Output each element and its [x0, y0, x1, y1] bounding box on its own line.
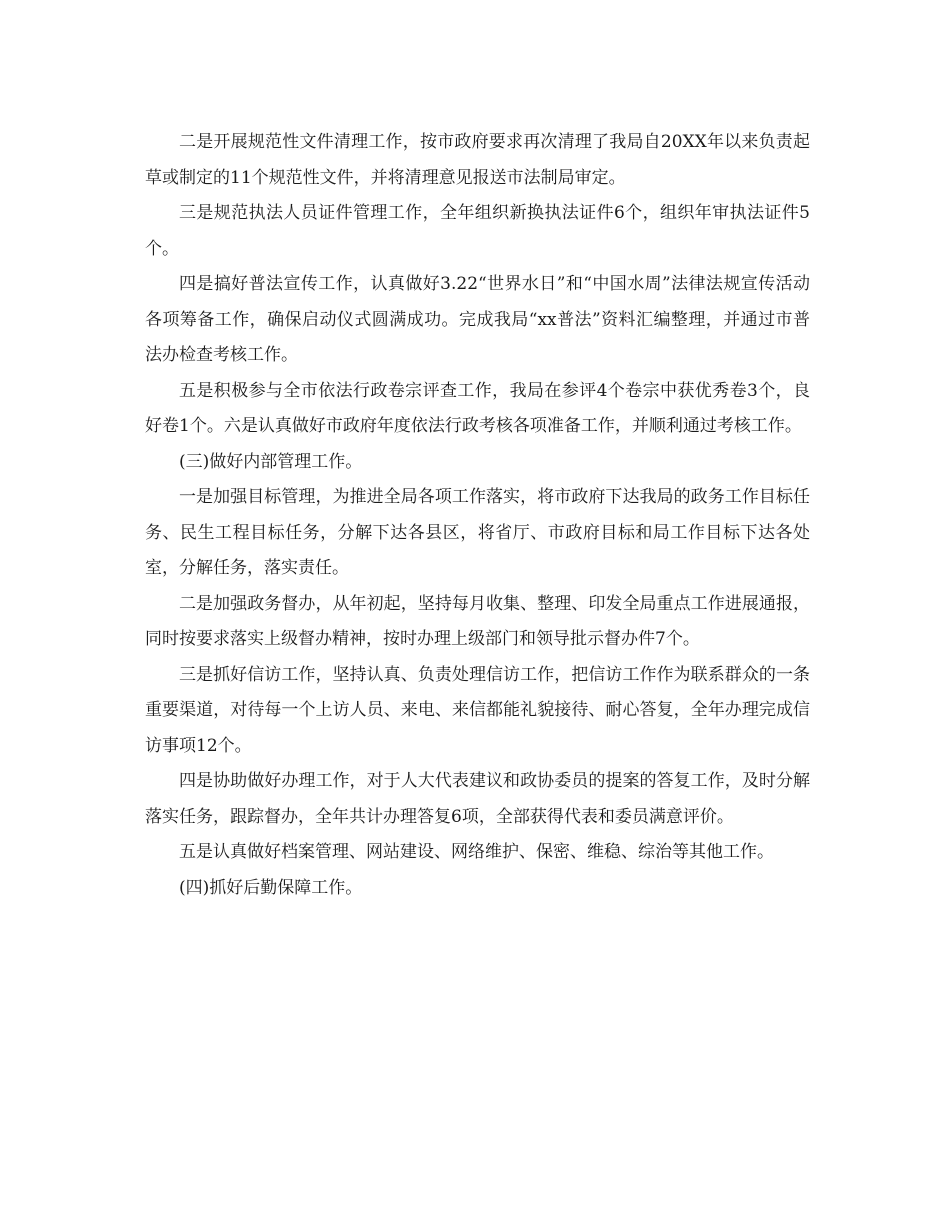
paragraph: 五是认真做好档案管理、网站建设、网络维护、保密、维稳、综治等其他工作。 [179, 842, 774, 862]
document-page [145, 125, 810, 906]
paragraph: 一是加强目标管理，为推进全局各项工作落实，将市政府下达我局的政务工作目标任务、民生工程目标任务，分解下达各县区，将省厅、市政府目标和局工作目标下达各处室，分解任务，落实责任。 [145, 487, 810, 578]
paragraph: 五是积极参与全市依法行政卷宗评查工作，我局在参评4个卷宗中获优秀卷3个，良好卷1个。六是认真做好市政府年度依法行政考核各项准备工作，并顺利通过考核工作。 [145, 380, 810, 436]
paragraph: 四是搞好普法宣传工作，认真做好3.22“世界水日”和“中国水周”法律法规宣传活动各项筹备工作，确保启动仪式圆满成功。完成我局“xx普法”资料汇编整理，并通过市普法办检查考核工作。 [145, 274, 810, 365]
section-heading: (四)抓好后勤保障工作。 [179, 877, 363, 898]
paragraph: 四是协助做好办理工作，对于人大代表建议和政协委员的提案的答复工作，及时分解落实任务，跟踪督办，全年共计办理答复6项，全部获得代表和委员满意评价。 [145, 771, 810, 827]
section-heading: (三)做好内部管理工作。 [179, 451, 363, 472]
paragraph: 三是规范执法人员证件管理工作，全年组织新换执法证件6个，组织年审执法证件5个。 [145, 203, 810, 259]
paragraph: 三是抓好信访工作，坚持认真、负责处理信访工作，把信访工作作为联系群众的一条重要渠道，对待每一个上访人员、来电、来信都能礼貌接待、耐心答复，全年办理完成信访事项12个。 [145, 664, 810, 756]
paragraph: 二是加强政务督办，从年初起，坚持每月收集、整理、印发全局重点工作进展通报，同时按要求落实上级督办精神，按时办理上级部门和领导批示督办件7个。 [145, 593, 810, 649]
paragraph: 二是开展规范性文件清理工作，按市政府要求再次清理了我局自20XX年以来负责起草或制定的11个规范性文件，并将清理意见报送市法制局审定。 [145, 132, 810, 188]
